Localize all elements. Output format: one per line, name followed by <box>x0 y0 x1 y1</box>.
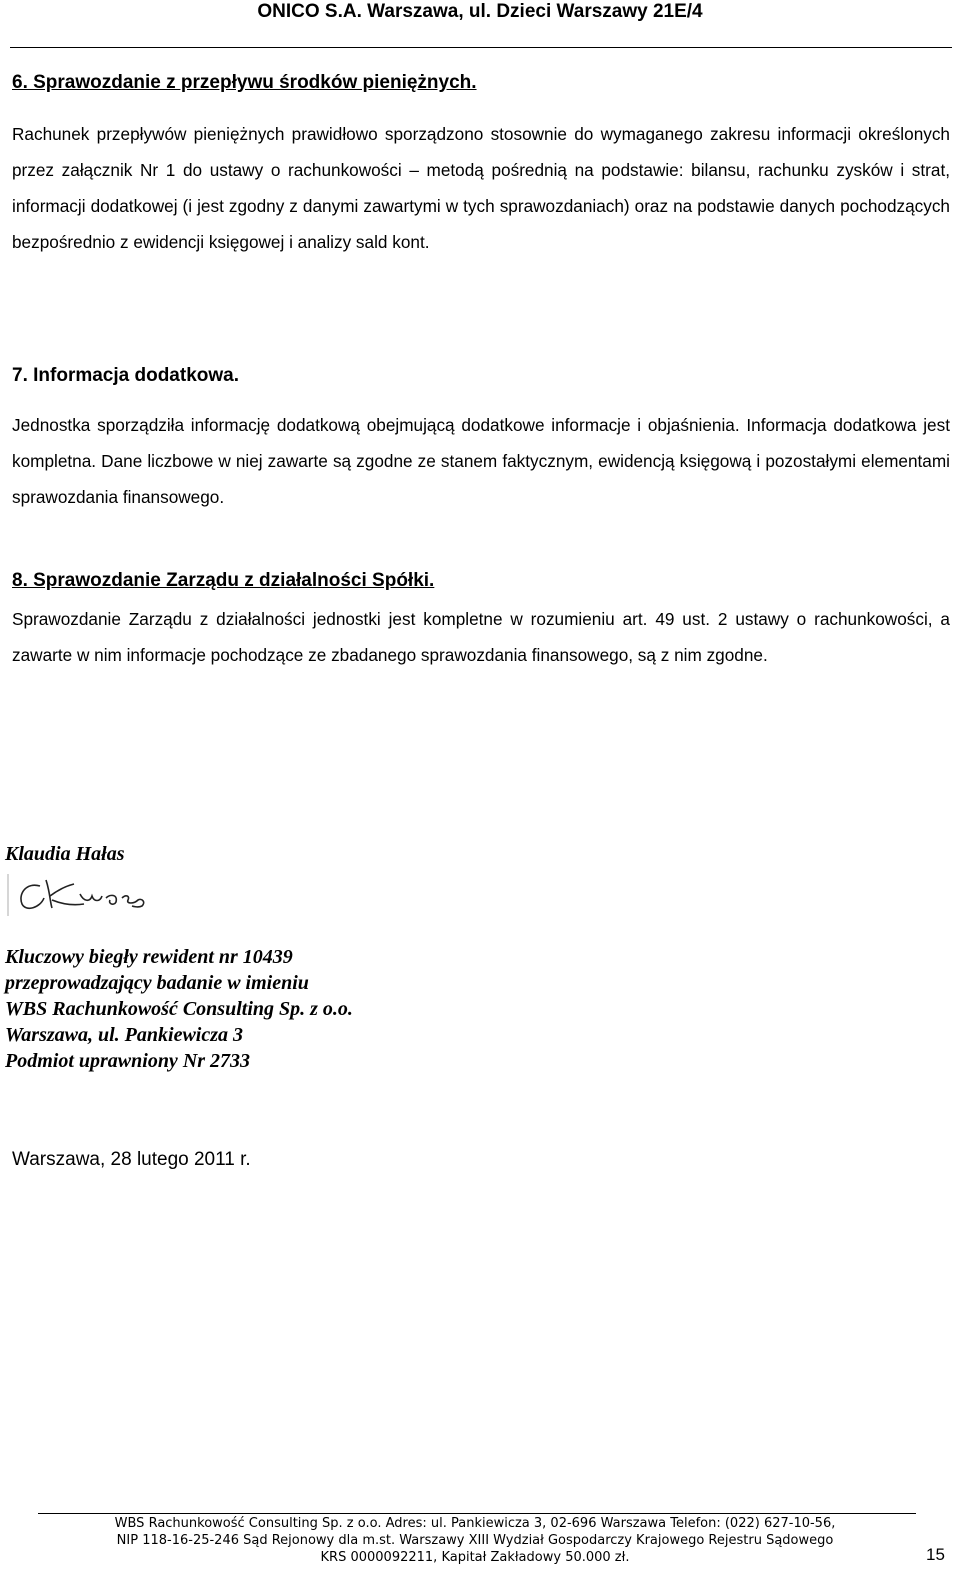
signatory-line: Podmiot uprawniony Nr 2733 <box>5 1050 251 1072</box>
section-6-body: Rachunek przepływów pieniężnych prawidłowo sporządzono stosownie do wymaganego zakresu informacji określonych przez załącznik Nr 1 do ustawy o rachunkowości – metodą pośrednią na podstawie: bilansu, rachunku zysków i strat, informacji dodatkowej (i jest zgodny z danymi zawartymi w tych sprawozdaniach) oraz na podstawie danych pochodzących bezpośrednio z ewidencji księgowej i analizy sald kont. <box>12 124 950 252</box>
document-date: Warszawa, 28 lutego 2011 r. <box>12 1149 251 1170</box>
footer-line: KRS 0000092211, Kapitał Zakładowy 50.000 zł. <box>320 1550 630 1565</box>
section-8-heading: 8. Sprawozdanie Zarządu z działalności Spółki. <box>12 570 435 591</box>
section-6-heading: 6. Sprawozdanie z przepływu środków pieniężnych. <box>12 72 477 93</box>
footer-line: NIP 118-16-25-246 Sąd Rejonowy dla m.st. Warszawy XIII Wydział Gospodarczy Krajowego Rejestru Sądowego <box>116 1533 834 1548</box>
signatory-line: Warszawa, ul. Pankiewicza 3 <box>5 1024 243 1046</box>
signatory-line: Kluczowy biegły rewident nr 10439 <box>5 946 293 968</box>
signatory-line: przeprowadzający badanie w imieniu <box>5 972 309 994</box>
section-8-body: Sprawozdanie Zarządu z działalności jednostki jest kompletne w rozumieniu art. 49 ust. 2 ustawy o rachunkowości, a zawarte w nim informacje pochodzące ze zbadanego sprawozdania finansowego, są z nim zgodne. <box>12 609 950 665</box>
handwritten-signature-icon <box>6 868 156 920</box>
footer-divider <box>38 1513 916 1514</box>
header-title: ONICO S.A. Warszawa, ul. Dzieci Warszawy 21E/4 <box>257 1 703 22</box>
section-7-body: Jednostka sporządziła informację dodatkową obejmującą dodatkowe informacje i objaśnienia. Informacja dodatkowa jest kompletna. Dane liczbowe w niej zawarte są zgodne ze stanem faktycznym, ewidencją księgową i pozostałymi elementami sprawozdania finansowego. <box>12 415 950 507</box>
signatory-details <box>5 944 353 1074</box>
page-number: 15 <box>926 1545 945 1564</box>
header-divider <box>10 47 952 48</box>
footer-line: WBS Rachunkowość Consulting Sp. z o.o. Adres: ul. Pankiewicza 3, 02-696 Warszawa Telefon: (022) 627-10-56, <box>114 1516 836 1531</box>
signatory-name: Klaudia Hałas <box>5 843 125 865</box>
section-7-heading: 7. Informacja dodatkowa. <box>12 365 239 386</box>
signatory-line: WBS Rachunkowość Consulting Sp. z o.o. <box>5 998 353 1020</box>
page-header <box>0 0 960 24</box>
page-footer <box>40 1515 910 1566</box>
